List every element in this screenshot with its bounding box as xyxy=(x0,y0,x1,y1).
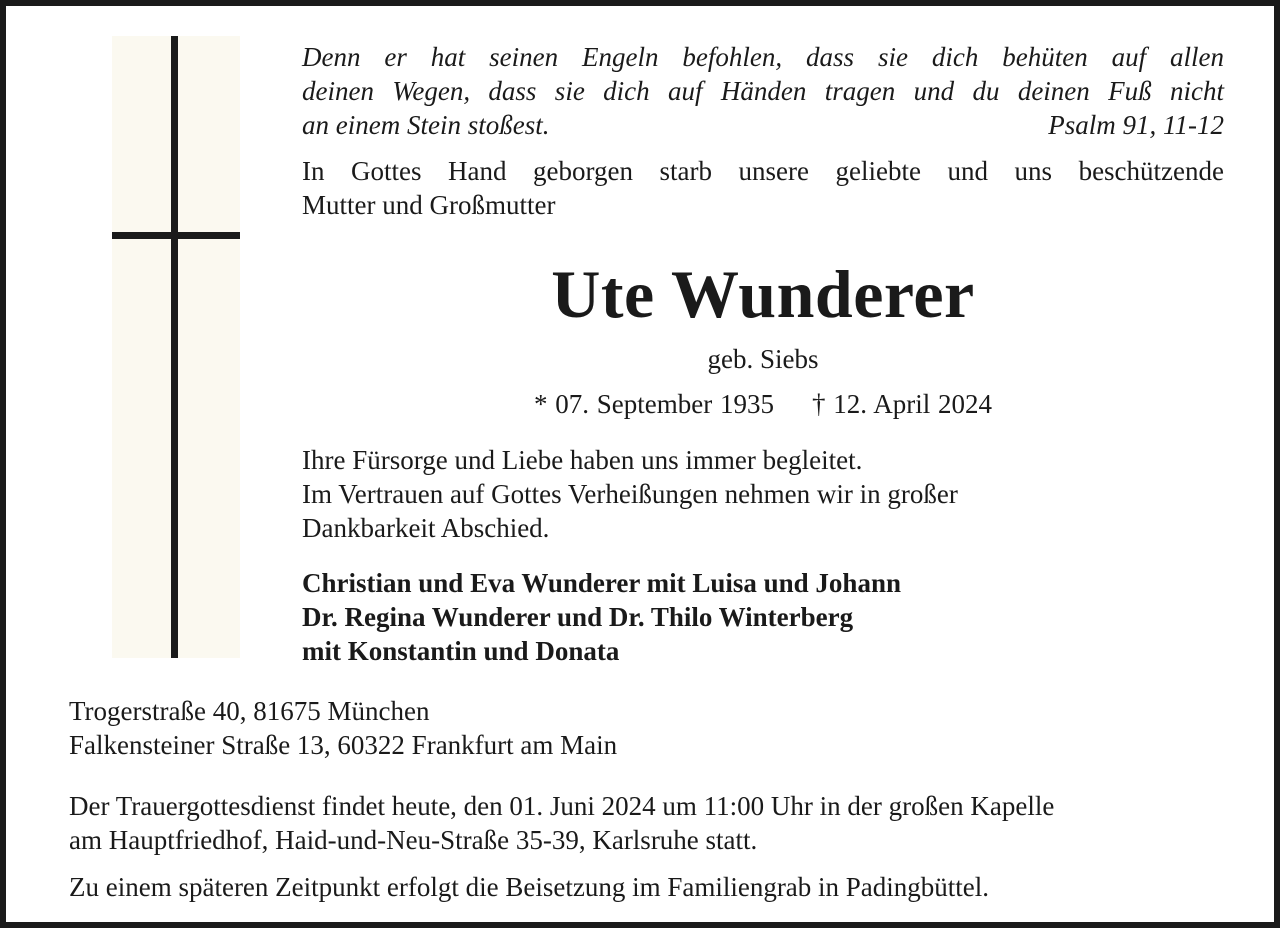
burial-info xyxy=(69,870,1229,904)
cross-horizontal-bar xyxy=(112,232,240,239)
tribute-line: Im Vertrauen auf Gottes Verheißungen nehmen wir in großer xyxy=(302,479,958,509)
address-line: Trogerstraße 40, 81675 München xyxy=(69,696,430,726)
verse-last-line xyxy=(302,108,1224,142)
service-line: am Hauptfriedhof, Haid-und-Neu-Straße 35-39, Karlsruhe statt. xyxy=(69,825,758,855)
verse-line: deinen Wegen, dass sie dich auf Händen tragen und du deinen Fuß nicht xyxy=(302,76,1224,106)
cross-vertical-bar xyxy=(171,36,178,658)
burial-line: Zu einem späteren Zeitpunkt erfolgt die Beisetzung im Familiengrab in Padingbüttel. xyxy=(69,872,990,902)
deceased-name: Ute Wunderer xyxy=(551,256,975,332)
verse-reference: Psalm 91, 11-12 xyxy=(1048,110,1224,140)
cross-icon xyxy=(112,36,240,658)
bible-verse xyxy=(302,40,1224,142)
death-date: † 12. April 2024 xyxy=(811,389,992,419)
verse-line: Denn er hat seinen Engeln befohlen, dass sie dich behüten auf allen xyxy=(302,42,1224,72)
intro-text xyxy=(302,154,1224,222)
intro-line: In Gottes Hand geborgen starb unsere geliebte und uns beschützende xyxy=(302,156,1224,186)
verse-line: an einem Stein stoßest. xyxy=(302,110,550,140)
tribute-text xyxy=(302,443,1224,545)
intro-line: Mutter und Großmutter xyxy=(302,190,556,220)
family-line: Dr. Regina Wunderer und Dr. Thilo Winterberg xyxy=(302,602,854,632)
funeral-service-info xyxy=(69,789,1229,857)
family-line: mit Konstantin und Donata xyxy=(302,636,620,666)
tribute-line: Ihre Fürsorge und Liebe haben uns immer begleitet. xyxy=(302,445,863,475)
address-line: Falkensteiner Straße 13, 60322 Frankfurt am Main xyxy=(69,730,618,760)
life-dates xyxy=(302,387,1224,421)
birth-date: * 07. September 1935 xyxy=(534,389,774,419)
birth-name: geb. Siebs xyxy=(707,344,819,374)
service-line: Der Trauergottesdienst findet heute, den 01. Juni 2024 um 11:00 Uhr in der großen Kapelle xyxy=(69,791,1055,821)
tribute-line: Dankbarkeit Abschied. xyxy=(302,513,550,543)
family-line: Christian und Eva Wunderer mit Luisa und Johann xyxy=(302,568,901,598)
family-addresses xyxy=(69,694,1229,762)
mourning-family xyxy=(302,566,1224,668)
